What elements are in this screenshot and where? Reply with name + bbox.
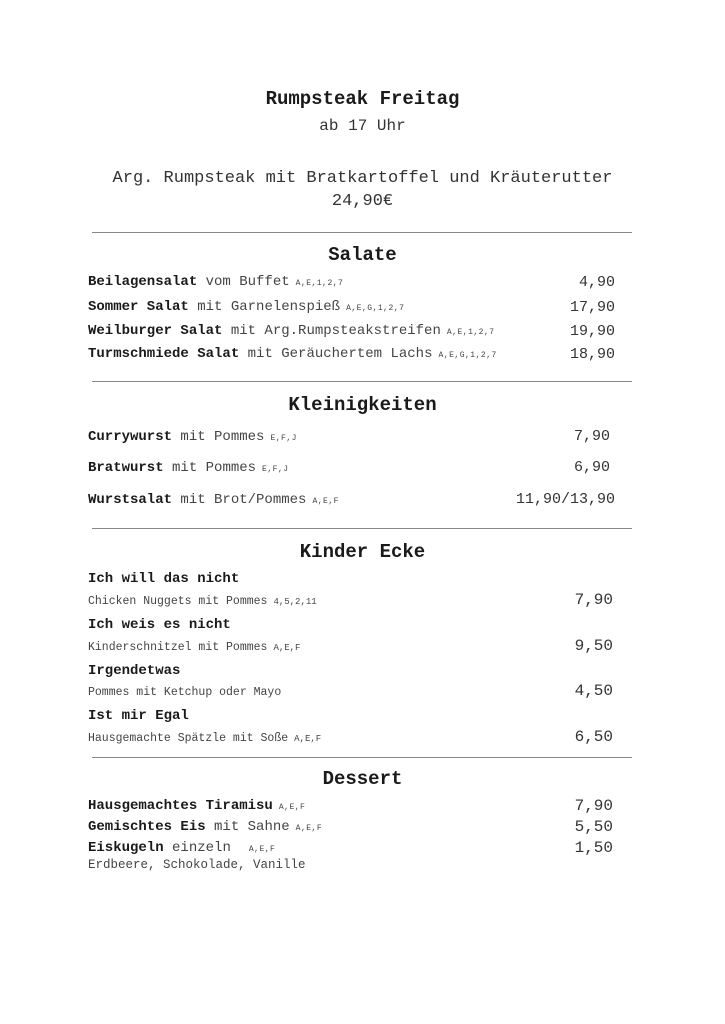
item-price: 18,90	[569, 346, 615, 363]
item-price: 9,50	[574, 637, 613, 655]
divider	[92, 232, 632, 233]
item-price: 5,50	[574, 818, 613, 836]
item-name: Eiskugeln	[88, 840, 164, 856]
allergen-codes: A,E,G,1,2,7	[346, 304, 405, 313]
allergen-codes: A,E,1,2,7	[446, 328, 495, 337]
menu-item	[88, 492, 339, 508]
menu-item	[88, 299, 404, 315]
menu-item	[88, 460, 289, 476]
section-heading-kleinigkeiten: Kleinigkeiten	[288, 394, 437, 416]
item-price: 7,90	[574, 591, 613, 609]
allergen-codes: A,E,F	[248, 845, 276, 854]
allergen-codes: E,F,J	[270, 434, 297, 443]
menu-subtitle: ab 17 Uhr	[319, 117, 406, 135]
kids-item-name: Ich will das nicht	[88, 571, 240, 587]
item-name: Sommer Salat	[88, 299, 189, 315]
item-price: 7,90	[574, 797, 613, 815]
menu-item	[88, 346, 497, 362]
item-name: Hausgemachtes Tiramisu	[88, 798, 273, 814]
item-desc: mit Pommes	[172, 460, 257, 476]
item-price: 7,90	[573, 428, 610, 445]
allergen-codes: A,E,F	[273, 643, 301, 653]
kids-item-text: Chicken Nuggets mit Pommes	[88, 595, 268, 608]
item-name: Gemischtes Eis	[88, 819, 206, 835]
item-price: 6,90	[573, 459, 610, 476]
item-price: 1,50	[574, 839, 613, 857]
allergen-codes: A,E,1,2,7	[295, 279, 344, 288]
kids-item-name: Ist mir Egal	[88, 708, 189, 724]
kids-item-name: Irgendetwas	[88, 663, 181, 679]
kids-item-name: Ich weis es nicht	[88, 617, 231, 633]
item-desc: mit Brot/Pommes	[180, 492, 307, 508]
ice-flavors: Erdbeere, Schokolade, Vanille	[88, 858, 306, 872]
kids-item-desc	[88, 732, 321, 745]
menu-item	[88, 819, 322, 835]
kids-item-text: Hausgemachte Spätzle mit Soße	[88, 732, 289, 745]
item-name: Bratwurst	[88, 460, 164, 476]
section-heading-salate: Salate	[328, 244, 397, 266]
kids-item-desc	[88, 686, 281, 699]
allergen-codes: A,E,F	[294, 734, 322, 744]
menu-item	[88, 840, 275, 856]
allergen-codes: A,E,F	[312, 497, 339, 506]
allergen-codes: A,E,F	[295, 824, 323, 833]
item-desc: mit Geräuchertem Lachs	[247, 346, 433, 362]
menu-item	[88, 323, 495, 339]
item-price: 11,90/13,90	[515, 491, 615, 508]
item-price: 4,50	[574, 682, 613, 700]
menu-item	[88, 429, 297, 445]
item-desc: mit Arg.Rumpsteakstreifen	[230, 323, 441, 339]
item-desc: mit Pommes	[180, 429, 265, 445]
item-price: 17,90	[569, 299, 615, 316]
allergen-codes: A,E,F	[278, 803, 306, 812]
menu-title: Rumpsteak Freitag	[265, 88, 460, 110]
kids-item-desc	[88, 595, 317, 608]
divider	[92, 381, 632, 382]
allergen-codes: E,F,J	[262, 465, 289, 474]
item-desc: vom Buffet	[205, 274, 290, 290]
allergen-codes: 4,5,2,11	[273, 597, 317, 607]
item-name: Beilagensalat	[88, 274, 198, 290]
item-name: Currywurst	[88, 429, 173, 445]
kids-item-text: Kinderschnitzel mit Pommes	[88, 641, 268, 654]
item-desc: mit Garnelenspieß	[197, 299, 341, 315]
section-heading-kinder: Kinder Ecke	[299, 541, 426, 563]
item-name: Turmschmiede Salat	[88, 346, 240, 362]
menu-item	[88, 274, 343, 290]
kids-item-desc	[88, 641, 300, 654]
item-price: 4,90	[578, 274, 615, 291]
section-heading-dessert: Dessert	[322, 768, 403, 790]
item-price: 19,90	[569, 323, 615, 340]
divider	[92, 528, 632, 529]
allergen-codes: A,E,G,1,2,7	[438, 351, 497, 360]
menu-item	[88, 798, 305, 814]
special-price: 24,90€	[331, 192, 394, 211]
kids-item-text: Pommes mit Ketchup oder Mayo	[88, 686, 282, 699]
item-desc: mit Sahne	[214, 819, 290, 835]
divider	[92, 757, 632, 758]
item-desc: einzeln	[172, 840, 231, 856]
item-name: Weilburger Salat	[88, 323, 223, 339]
special-dish: Arg. Rumpsteak mit Bratkartoffel und Kräuterutter	[112, 169, 613, 188]
item-price: 6,50	[574, 728, 613, 746]
item-name: Wurstsalat	[88, 492, 173, 508]
